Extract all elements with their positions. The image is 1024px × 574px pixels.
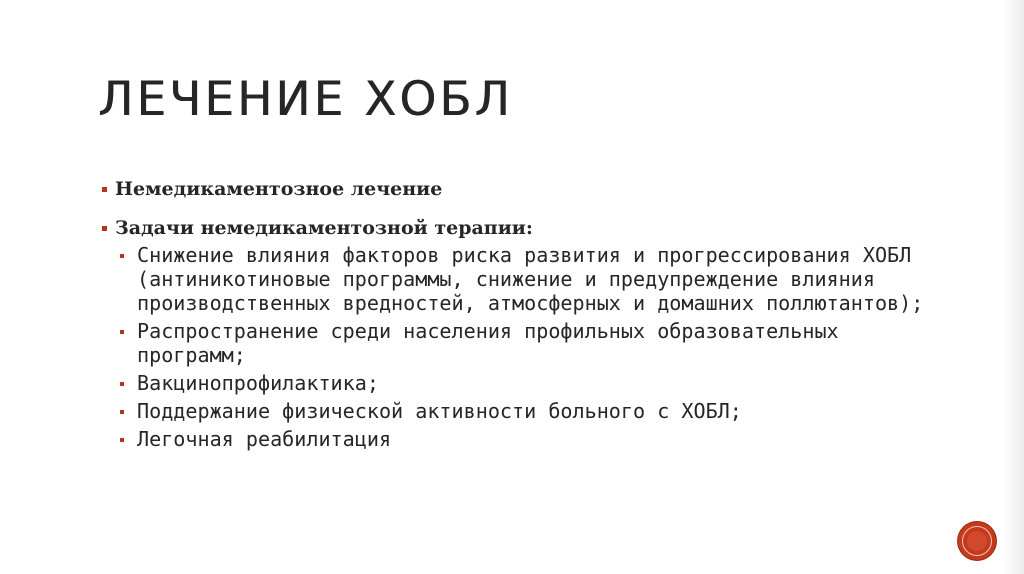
sub-bullet-item (137, 399, 942, 423)
sub-bullet-item (137, 243, 942, 315)
sub-bullet-text: Поддержание физической активности больного с ХОБЛ; (137, 399, 742, 423)
square-bullet-icon (120, 438, 124, 442)
sub-bullet-item (137, 319, 942, 367)
sub-bullet-text: Легочная реабилитация (137, 427, 392, 451)
circle-logo-icon (958, 522, 996, 560)
sub-bullet-text: Распространение среди населения профильных образовательных программ; (137, 319, 839, 367)
slide-content (102, 176, 942, 455)
bullet-item-therapy-goals (102, 215, 942, 241)
bullet-text: Задачи немедикаментозной терапии: (115, 217, 533, 239)
square-bullet-icon (120, 330, 124, 334)
square-bullet-icon (120, 382, 124, 386)
sub-bullet-text: Снижение влияния факторов риска развития и прогрессирования ХОБЛ (антиникотиновые программы, снижение и предупреждение влияния производственных вредностей, атмосферных и домашних поллютантов); (137, 243, 924, 315)
bullet-item-nondrug-treatment (102, 176, 942, 202)
sub-bullet-item (137, 371, 942, 395)
square-bullet-icon (120, 410, 124, 414)
slide-title: ЛЕЧЕНИЕ ХОБЛ (98, 72, 513, 127)
sub-bullet-text: Вакцинопрофилактика; (137, 371, 379, 395)
square-bullet-icon (102, 187, 107, 192)
square-bullet-icon (102, 226, 107, 231)
bullet-text: Немедикаментозное лечение (115, 178, 443, 200)
square-bullet-icon (120, 254, 124, 258)
slide-edge (1002, 0, 1024, 574)
sub-bullet-item (137, 427, 942, 451)
